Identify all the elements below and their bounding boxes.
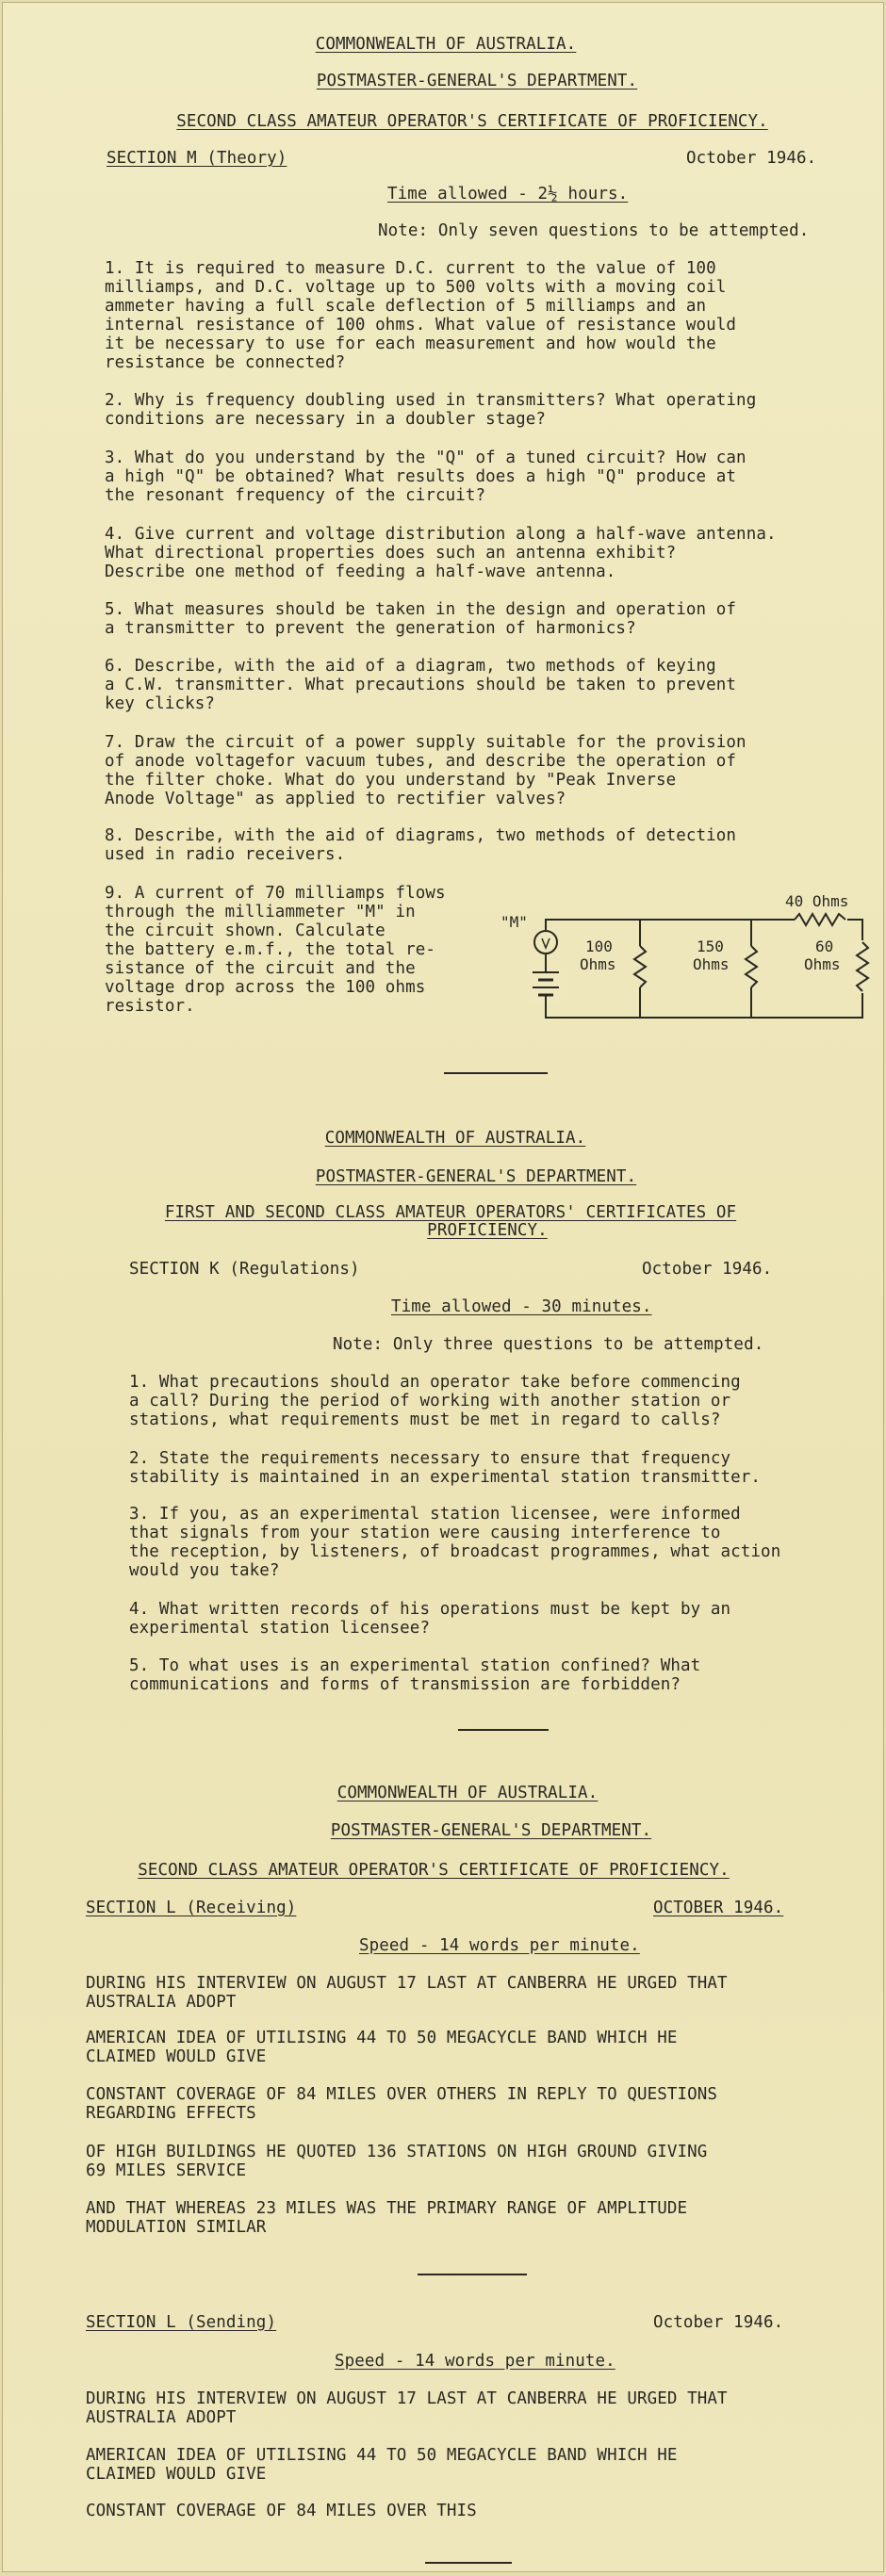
section-divider-3 xyxy=(418,2274,527,2275)
battery-symbol xyxy=(531,954,561,1018)
theory-question-1: 1. It is required to measure D.C. current to the value of 100 milliamps, and D.C. voltage up to 500 volts with a moving coil ammeter having a full scale deflection of 5 milliamps and an internal resistance of 100 ohms. What value of resistance would it be necessary to use for each measurement and how would the resistance be connected? xyxy=(105,259,737,372)
sending-date: October 1946. xyxy=(653,2313,784,2332)
theory-section-label: SECTION M (Theory) xyxy=(107,149,287,168)
circuit-r3-value: 60 xyxy=(815,937,834,955)
receiving-speed: Speed - 14 words per minute. xyxy=(359,1936,640,1955)
resistor-60-ohms xyxy=(855,940,870,993)
regulations-heading-department: POSTMASTER-GENERAL'S DEPARTMENT. xyxy=(315,1167,637,1186)
receiving-heading-department: POSTMASTER-GENERAL'S DEPARTMENT. xyxy=(330,1821,652,1840)
circuit-meter-label: "M" xyxy=(500,913,528,931)
circuit-r4-label: 40 Ohms xyxy=(785,893,849,910)
theory-question-2: 2. Why is frequency doubling used in transmitters? What operating conditions are necessary in a doubler stage? xyxy=(105,391,757,429)
theory-question-6: 6. Describe, with the aid of a diagram, two methods of keying a C.W. transmitter. What precautions should be taken to prevent key clicks? xyxy=(105,657,737,713)
regulations-heading-proficiency: PROFICIENCY. xyxy=(427,1221,548,1240)
regulations-question-5: 5. To what uses is an experimental station confined? What communications and forms of transmission are forbidden? xyxy=(129,1656,701,1694)
receiving-passage-1: DURING HIS INTERVIEW ON AUGUST 17 LAST AT CANBERRA HE URGED THAT AUSTRALIA ADOPT xyxy=(86,1974,728,2012)
theory-time-allowed: Time allowed - 2½ hours. xyxy=(387,185,629,204)
theory-heading-commonwealth: COMMONWEALTH OF AUSTRALIA. xyxy=(315,35,577,54)
regulations-question-1: 1. What precautions should an operator take before commencing a call? During the period of working with another station or stations, what requirements must be met in regard to calls? xyxy=(129,1373,741,1429)
receiving-passage-5: AND THAT WHEREAS 23 MILES WAS THE PRIMARY RANGE OF AMPLITUDE MODULATION SIMILAR xyxy=(86,2199,688,2237)
section-divider-2 xyxy=(458,1729,549,1731)
sending-passage-2: AMERICAN IDEA OF UTILISING 44 TO 50 MEGACYCLE BAND WHICH HE CLAIMED WOULD GIVE xyxy=(86,2446,678,2484)
receiving-passage-2: AMERICAN IDEA OF UTILISING 44 TO 50 MEGACYCLE BAND WHICH HE CLAIMED WOULD GIVE xyxy=(86,2029,678,2066)
theory-heading-department: POSTMASTER-GENERAL'S DEPARTMENT. xyxy=(316,72,638,90)
circuit-r2-unit: Ohms xyxy=(693,955,730,973)
theory-date: October 1946. xyxy=(686,149,817,168)
circuit-r1-unit: Ohms xyxy=(580,955,616,973)
regulations-question-4: 4. What written records of his operations must be kept by an experimental station licensee? xyxy=(129,1600,731,1638)
milliammeter-symbol xyxy=(534,931,557,954)
receiving-heading-commonwealth: COMMONWEALTH OF AUSTRALIA. xyxy=(336,1784,599,1802)
section-divider-1 xyxy=(444,1072,548,1074)
sending-section-label: SECTION L (Sending) xyxy=(86,2313,277,2332)
theory-question-4: 4. Give current and voltage distribution along a half-wave antenna. What directional properties does such an antenna exhibit? Describe one method of feeding a half-wave antenna. xyxy=(105,525,777,581)
regulations-question-3: 3. If you, as an experimental station licensee, were informed that signals from your station were causing interference to the reception, by listeners, of broadcast programmes, what action would you take? xyxy=(129,1505,781,1580)
regulations-date: October 1946. xyxy=(642,1260,773,1279)
regulations-heading-certificates: FIRST AND SECOND CLASS AMATEUR OPERATORS' CERTIFICATES OF xyxy=(164,1203,737,1222)
regulations-heading-commonwealth: COMMONWEALTH OF AUSTRALIA. xyxy=(324,1129,586,1148)
theory-question-7: 7. Draw the circuit of a power supply suitable for the provision of anode voltagefor vacuum tubes, and describe the operation of the filter choke. What do you understand by "Peak Inverse Anode Voltage" as applied to rectifier valves? xyxy=(105,733,747,808)
theory-question-3: 3. What do you understand by the "Q" of a tuned circuit? How can a high "Q" be obtained? What results does a high "Q" produce at the resonant frequency of the circuit? xyxy=(105,448,747,505)
resistor-40-ohms xyxy=(795,912,847,927)
receiving-section-label: SECTION L (Receiving) xyxy=(86,1899,297,1917)
regulations-section-label: SECTION K (Regulations) xyxy=(129,1260,360,1279)
theory-question-5: 5. What measures should be taken in the design and operation of a transmitter to prevent the generation of harmonics? xyxy=(105,600,737,638)
circuit-r3-unit: Ohms xyxy=(804,955,841,973)
theory-note: Note: Only seven questions to be attempted. xyxy=(378,221,810,240)
section-divider-4 xyxy=(425,2562,512,2564)
resistor-150-ohms xyxy=(746,920,757,1018)
receiving-passage-3: CONSTANT COVERAGE OF 84 MILES OVER OTHERS IN REPLY TO QUESTIONS REGARDING EFFECTS xyxy=(86,2085,718,2123)
circuit-diagram xyxy=(474,893,870,1035)
receiving-date: OCTOBER 1946. xyxy=(653,1899,784,1917)
sending-passage-3: CONSTANT COVERAGE OF 84 MILES OVER THIS xyxy=(86,2502,477,2520)
document-page xyxy=(2,2,884,2572)
regulations-question-2: 2. State the requirements necessary to ensure that frequency stability is maintained in an experimental station transmitter. xyxy=(129,1449,762,1487)
sending-passage-1: DURING HIS INTERVIEW ON AUGUST 17 LAST AT CANBERRA HE URGED THAT AUSTRALIA ADOPT xyxy=(86,2389,728,2427)
theory-heading-certificate: SECOND CLASS AMATEUR OPERATOR'S CERTIFICATE OF PROFICIENCY. xyxy=(176,112,768,131)
circuit-r1-value: 100 xyxy=(585,937,613,955)
receiving-passage-4: OF HIGH BUILDINGS HE QUOTED 136 STATIONS ON HIGH GROUND GIVING 69 MILES SERVICE xyxy=(86,2143,708,2180)
regulations-note: Note: Only three questions to be attempted. xyxy=(333,1335,764,1354)
theory-question-9: 9. A current of 70 milliamps flows through the milliammeter "M" in the circuit shown. Calculate the battery e.m.f., the total re- sistance of the circuit and the voltage drop across the 100 ohms resistor. xyxy=(105,884,446,1016)
receiving-heading-certificate: SECOND CLASS AMATEUR OPERATOR'S CERTIFICATE OF PROFICIENCY. xyxy=(138,1861,730,1880)
circuit-r2-value: 150 xyxy=(697,937,724,955)
regulations-time-allowed: Time allowed - 30 minutes. xyxy=(391,1297,652,1316)
theory-question-8: 8. Describe, with the aid of diagrams, two methods of detection used in radio receivers. xyxy=(105,826,737,864)
resistor-100-ohms xyxy=(634,920,646,1018)
sending-speed: Speed - 14 words per minute. xyxy=(335,2352,615,2371)
